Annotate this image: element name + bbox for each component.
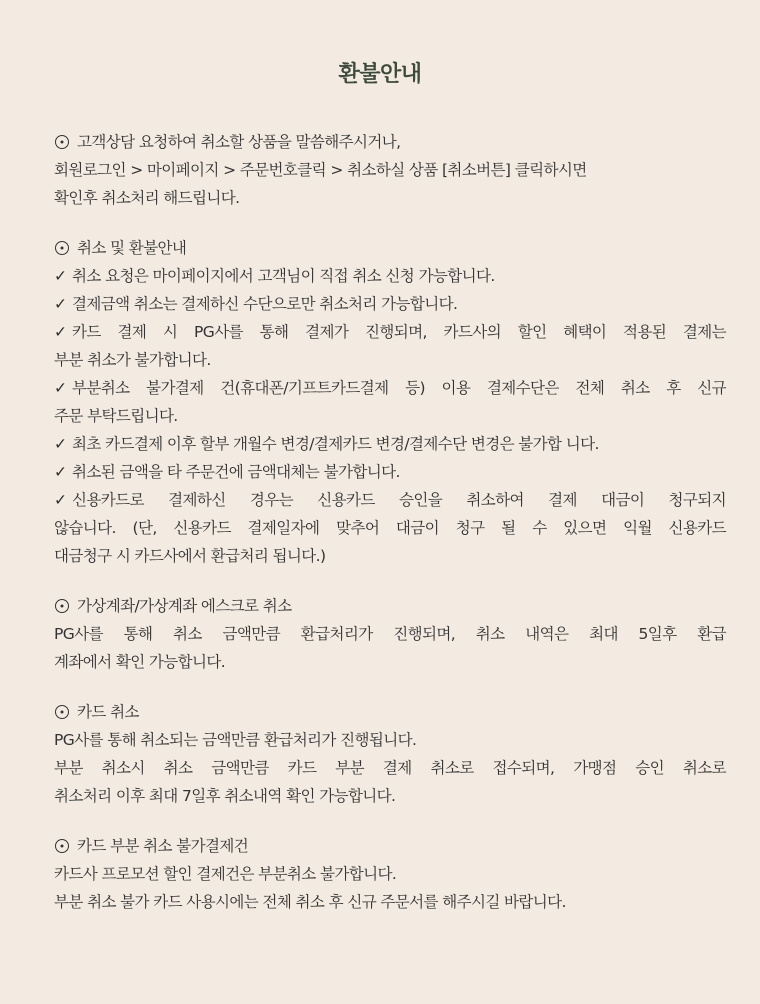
- checkmark-icon: ✓: [54, 379, 67, 397]
- circle-dot-icon: [55, 241, 69, 255]
- section-heading-text: 가상계좌/가상계좌 에스크로 취소: [77, 597, 292, 615]
- check-item: [54, 430, 726, 458]
- section-virtual-account: [54, 592, 726, 676]
- check-item-text: 신용카드로 결제하신 경우는 신용카드 승인을 취소하여 결제 대금이 청구되지: [72, 491, 726, 509]
- section-heading: [54, 698, 726, 726]
- section-heading: [54, 234, 726, 262]
- section-line: 부분 취소시 취소 금액만큼 카드 부분 결제 취소로 접수되며, 가맹점 승인 취소로: [54, 759, 726, 777]
- section-heading: [54, 832, 726, 860]
- checkmark-icon: ✓: [54, 491, 67, 509]
- section-line: PG사를 통해 취소 금액만큼 환급처리가 진행되며, 취소 내역은 최대 5일후 환급: [54, 625, 726, 643]
- section-cancel-refund-guide: [54, 234, 726, 570]
- section-heading-text: 취소 및 환불안내: [77, 239, 187, 257]
- section-heading-text: 고객상담 요청하여 취소할 상품을 말씀해주시거나,: [77, 133, 401, 151]
- check-item: [54, 318, 726, 346]
- section-heading-text: 카드 부분 취소 불가결제건: [77, 837, 249, 855]
- circle-dot-icon: [55, 599, 69, 613]
- section-heading: [54, 128, 726, 156]
- check-item-text: 최초 카드결제 이후 할부 개월수 변경/결제카드 변경/결제수단 변경은 불가합 니다.: [72, 435, 599, 453]
- page-title: 환불안내: [338, 62, 422, 87]
- section-card-partial-cancel: [54, 832, 726, 916]
- section-line: 회원로그인 > 마이페이지 > 주문번호클릭 > 취소하실 상품 [취소버튼] 클릭하시면: [54, 161, 587, 179]
- check-item-text: 부분취소 불가결제 건(휴대폰/기프트카드결제 등) 이용 결제수단은 전체 취소 후 신규: [72, 379, 726, 397]
- section-line: 확인후 취소처리 해드립니다.: [54, 189, 240, 207]
- check-item-text: 취소 요청은 마이페이지에서 고객님이 직접 취소 신청 가능합니다.: [72, 267, 495, 285]
- check-item-text: 취소된 금액을 타 주문건에 금액대체는 불가합니다.: [72, 463, 400, 481]
- checkmark-icon: ✓: [54, 435, 67, 453]
- check-item-text: 카드 결제 시 PG사를 통해 결제가 진행되며, 카드사의 할인 혜택이 적용된 결제는: [72, 323, 726, 341]
- check-item-continued: 대금청구 시 카드사에서 환급처리 됩니다.): [54, 547, 326, 565]
- section-heading: [54, 592, 726, 620]
- circle-dot-icon: [55, 135, 69, 149]
- checkmark-icon: ✓: [54, 267, 67, 285]
- section-line: 카드사 프로모션 할인 결제건은 부분취소 불가합니다.: [54, 865, 397, 883]
- checkmark-icon: ✓: [54, 463, 67, 481]
- check-item-continued: 부분 취소가 불가합니다.: [54, 351, 211, 369]
- checkmark-icon: ✓: [54, 295, 67, 313]
- circle-dot-icon: [55, 705, 69, 719]
- check-item-continued: 않습니다. (단, 신용카드 결제일자에 맞추어 대금이 청구 될 수 있으면 익월 신용카드: [54, 519, 726, 537]
- section-line: 부분 취소 불가 카드 사용시에는 전체 취소 후 신규 주문서를 해주시길 바랍니다.: [54, 893, 566, 911]
- check-item: [54, 262, 726, 290]
- check-item: [54, 486, 726, 514]
- checkmark-icon: ✓: [54, 323, 67, 341]
- section-card-cancel: [54, 698, 726, 810]
- section-line: 계좌에서 확인 가능합니다.: [54, 653, 226, 671]
- check-item: [54, 374, 726, 402]
- check-item: [54, 458, 726, 486]
- title-wrap: [0, 0, 760, 92]
- content: [54, 128, 726, 916]
- section-heading-text: 카드 취소: [77, 703, 139, 721]
- section-line: PG사를 통해 취소되는 금액만큼 환급처리가 진행됩니다.: [54, 731, 417, 749]
- check-item: [54, 290, 726, 318]
- section-cancel-request: [54, 128, 726, 212]
- circle-dot-icon: [55, 839, 69, 853]
- section-line: 취소처리 이후 최대 7일후 취소내역 확인 가능합니다.: [54, 787, 396, 805]
- check-item-continued: 주문 부탁드립니다.: [54, 407, 178, 425]
- check-item-text: 결제금액 취소는 결제하신 수단으로만 취소처리 가능합니다.: [72, 295, 458, 313]
